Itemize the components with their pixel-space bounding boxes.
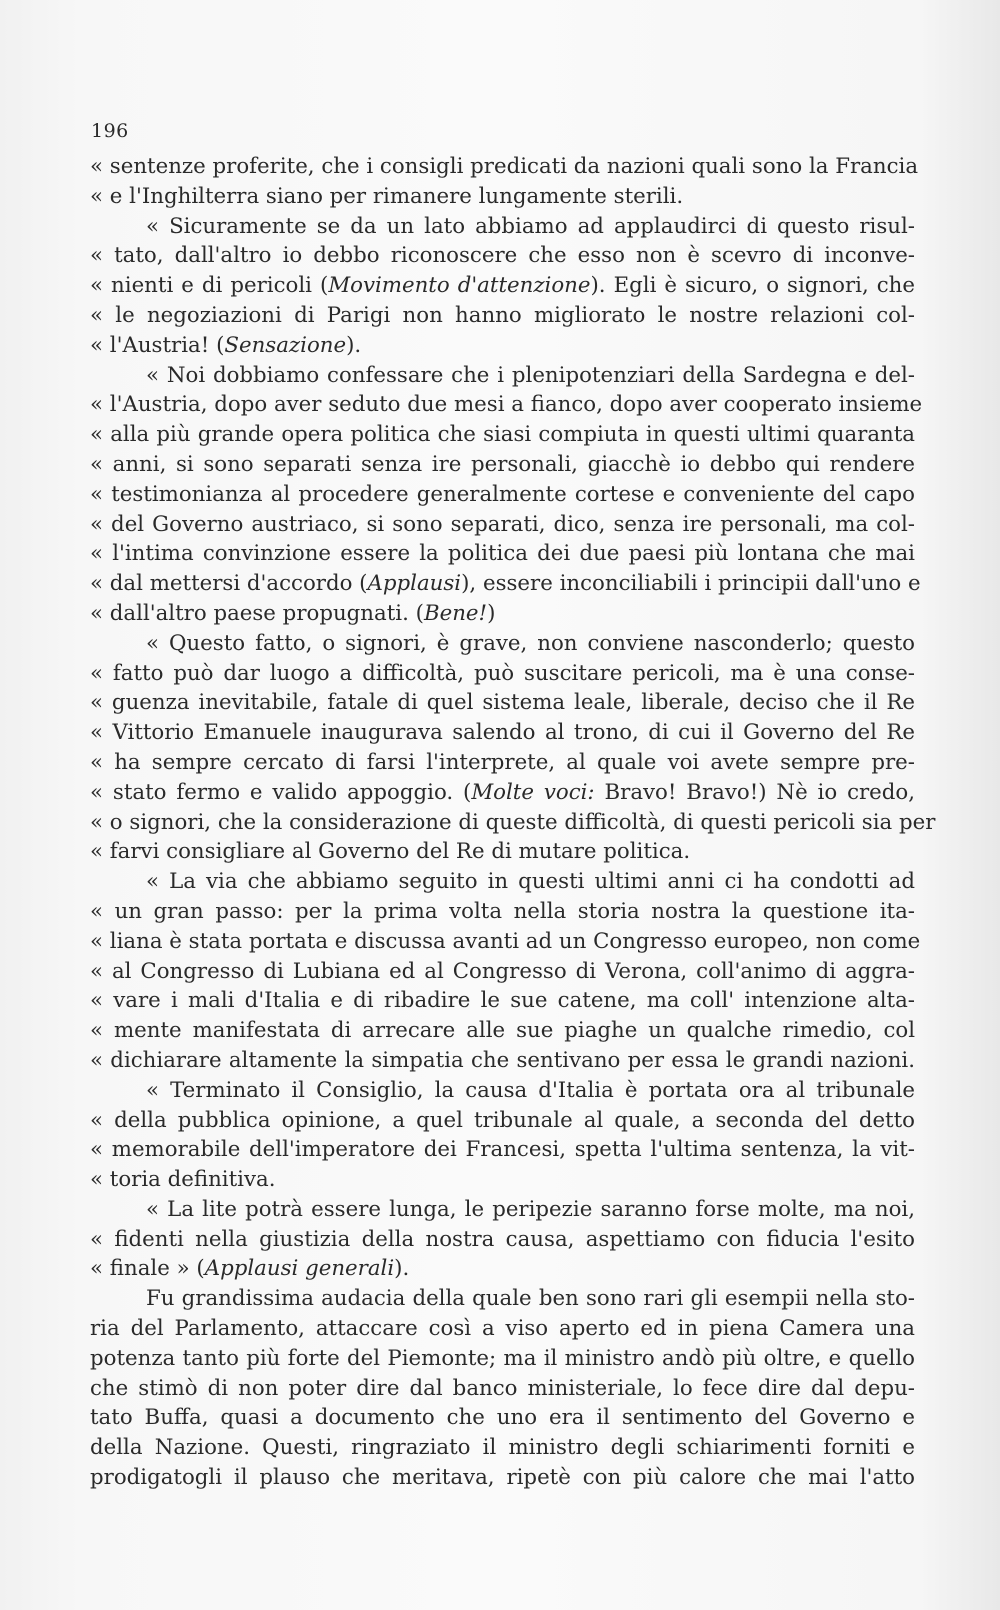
text-line: « e l'Inghilterra siano per rimanere lungamente sterili. [90, 183, 684, 209]
text-line: « memorabile dell'imperatore dei Francesi, spetta l'ultima sentenza, la vit- [90, 1137, 915, 1163]
text-line: « l'Austria, dopo aver seduto due mesi a fianco, dopo aver cooperato insieme [90, 392, 923, 418]
text-line: ria del Parlamento, attaccare così a viso aperto ed in piena Camera una [90, 1316, 915, 1342]
italic-annotation: Applausi [367, 571, 462, 597]
italic-annotation: Movimento d'attenzione [328, 273, 591, 299]
text-fragment: ). [394, 1256, 410, 1282]
text-line: « Questo fatto, o signori, è grave, non conviene nasconderlo; questo [146, 630, 915, 656]
text-line: « vare i mali d'Italia e di ribadire le sue catene, ma coll' intenzione alta- [90, 988, 915, 1014]
text-line: « dichiarare altamente la simpatia che sentivano per essa le grandi nazioni. [90, 1047, 915, 1073]
text-line: « guenza inevitabile, fatale di quel sistema leale, liberale, deciso che il Re [90, 690, 915, 716]
italic-annotation: Molte voci: [471, 779, 595, 805]
text-line: « testimonianza al procedere generalmente cortese e conveniente del capo [90, 481, 915, 507]
italic-annotation: Sensazione [224, 332, 347, 358]
italic-annotation: Bene! [423, 600, 488, 626]
text-line: che stimò di non poter dire dal banco ministeriale, lo fece dire dal depu- [90, 1375, 915, 1401]
text-fragment: « stato fermo e valido appoggio. ( [90, 779, 472, 805]
text-line: prodigatogli il plauso che meritava, ripetè con più calore che mai l'atto [90, 1465, 915, 1491]
body-text [90, 152, 936, 1493]
text-line: « farvi consigliare al Governo del Re di mutare politica. [90, 839, 691, 865]
text-fragment: ), essere inconciliabili i principii dall'uno e [461, 571, 921, 597]
text-line: « La via che abbiamo seguito in questi ultimi anni ci ha condotti ad [146, 869, 915, 895]
text-line [90, 1254, 915, 1284]
text-line: « anni, si sono separati senza ire personali, giacchè io debbo qui rendere [90, 451, 915, 477]
text-line: « mente manifestata di arrecare alle sue piaghe un qualche rimedio, col [90, 1018, 915, 1044]
text-line: « o signori, che la considerazione di queste difficoltà, di questi pericoli sia per [90, 809, 936, 835]
page-number: 196 [91, 120, 129, 142]
text-line: della Nazione. Questi, ringraziato il ministro degli schiarimenti forniti e [90, 1435, 915, 1461]
text-line: tato Buffa, quasi a documento che uno era il sentimento del Governo e [90, 1405, 915, 1431]
text-line: « un gran passo: per la prima volta nella storia nostra la questione ita- [90, 898, 915, 924]
text-line: « del Governo austriaco, si sono separati, dico, senza ire personali, ma col- [90, 511, 915, 537]
text-line: « tato, dall'altro io debbo riconoscere che esso non è scevro di inconve- [90, 243, 915, 269]
text-line [90, 569, 921, 599]
text-fragment: « l'Austria! ( [90, 332, 225, 358]
text-line: « ha sempre cercato di farsi l'interprete, al quale voi avete sempre pre- [90, 749, 915, 775]
text-line: « liana è stata portata e discussa avanti ad un Congresso europeo, non come [90, 928, 921, 954]
text-line: « Terminato il Consiglio, la causa d'Italia è portata ora al tribunale [146, 1077, 915, 1103]
text-line: « toria definitiva. [90, 1167, 276, 1193]
text-fragment: « nienti e di pericoli ( [90, 273, 329, 299]
text-line: « Sicuramente se da un lato abbiamo ad applaudirci di questo risul- [146, 213, 915, 239]
text-fragment: Bravo! Bravo!) Nè io credo, [594, 779, 915, 805]
text-line: « Noi dobbiamo confessare che i plenipotenziari della Sardegna e del- [146, 362, 915, 388]
text-line: « La lite potrà essere lunga, le peripezie saranno forse molte, ma noi, [146, 1196, 915, 1222]
text-line [90, 271, 915, 301]
italic-annotation: Applausi generali [204, 1256, 395, 1282]
text-fragment: « dall'altro paese propugnati. ( [90, 600, 424, 626]
text-line [90, 778, 915, 808]
text-line [90, 331, 915, 361]
text-line: « le negoziazioni di Parigi non hanno migliorato le nostre relazioni col- [90, 302, 915, 328]
text-fragment: « dal mettersi d'accordo ( [90, 571, 368, 597]
text-line: « Vittorio Emanuele inaugurava salendo al trono, di cui il Governo del Re [90, 720, 915, 746]
text-fragment: ). [346, 332, 362, 358]
text-fragment: ). Egli è sicuro, o signori, che [590, 273, 915, 299]
text-fragment: « finale » ( [90, 1256, 205, 1282]
text-line: potenza tanto più forte del Piemonte; ma il ministro andò più oltre, e quello [90, 1345, 915, 1371]
text-line: Fu grandissima audacia della quale ben sono rari gli esempii nella sto- [146, 1286, 915, 1312]
text-line: « l'intima convinzione essere la politica dei due paesi più lontana che mai [90, 541, 915, 567]
text-line [90, 599, 915, 629]
text-line: « della pubblica opinione, a quel tribunale al quale, a seconda del detto [90, 1107, 915, 1133]
text-fragment: ) [487, 600, 496, 626]
text-line: « fatto può dar luogo a difficoltà, può suscitare pericoli, ma è una conse- [90, 660, 915, 686]
text-line: « al Congresso di Lubiana ed al Congresso di Verona, coll'animo di aggra- [90, 958, 915, 984]
text-line: « fidenti nella giustizia della nostra causa, aspettiamo con fiducia l'esito [90, 1226, 915, 1252]
text-line: « alla più grande opera politica che siasi compiuta in questi ultimi quaranta [90, 422, 915, 448]
text-line: « sentenze proferite, che i consigli predicati da nazioni quali sono la Francia [90, 154, 919, 179]
